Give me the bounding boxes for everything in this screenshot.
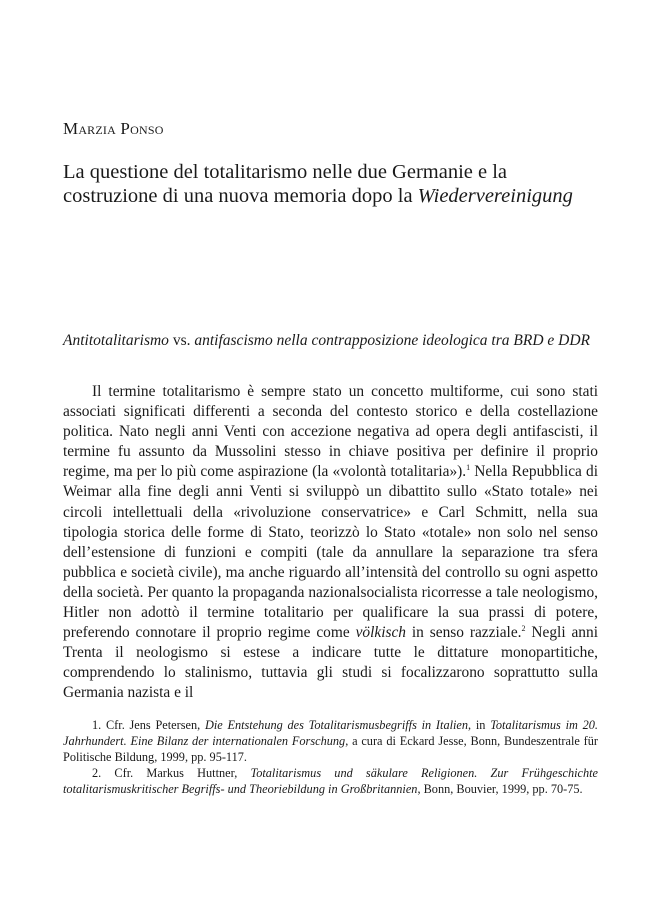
article-title-italic: Wiedervereinigung	[417, 185, 573, 207]
section-heading-roman: vs.	[168, 332, 195, 349]
footnote-1-italic-1: Die Entstehung des Totalitarismusbegriffs in Italien	[204, 718, 469, 732]
footnote-2	[63, 765, 598, 797]
author-name: Marzia Ponso	[63, 119, 164, 138]
footnote-1-italic-2: Totalitarismus im 20. Jahrhundert. Eine Bilanz der internationalen Forschung	[63, 718, 598, 749]
footnote-2-suffix: , Bonn, Bouvier, 1999, pp. 70-75.	[417, 782, 583, 797]
footnote-2-italic-1: Totalitarismus und säkulare Religionen. Zur Frühgeschichte totalitarismuskritischer Begriffs- und Theoriebildung in Großbritannien	[63, 766, 598, 797]
footnote-1-middle: , in	[468, 718, 491, 732]
footnote-1-prefix: 1. Cfr. Jens Petersen,	[92, 718, 205, 732]
body-text	[63, 382, 598, 704]
article-title	[63, 160, 603, 208]
footnote-1	[63, 717, 598, 765]
body-paragraph	[63, 382, 598, 704]
footnote-1-suffix: , a cura di Eckard Jesse, Bonn, Bundeszentrale für Politische Bildung, 1999, pp. 95-117.	[63, 734, 598, 765]
body-text-segment: Nella Repubblica di Weimar alla fine degli anni Venti si sviluppò un dibattito sullo «Stato totale» nei circoli intellettuali della «rivoluzione conservatrice» e Carl Schmitt, nella sua tipologia storica delle forme di Stato, teorizzò lo Stato «totale» non solo nel senso dell’estensione di funzioni e compiti (tale da annullare la separazione tra sfera pubblica e società civile), ma anche riguardo all’intensità del controllo su ogni aspetto della società. Per quanto la propaganda nazionalsocialista ricorresse a tale neologismo, Hitler non adottò il termine totalitario per qualificare la sua prassi di potere, preferendo connotare il proprio regime come	[63, 463, 598, 642]
body-text-segment: Il termine totalitarismo è sempre stato un concetto multiforme, cui sono stati associati significati differenti a seconda del contesto storico e della costellazione politica. Nato negli anni Venti con accezione negativa ad opera degli antifascisti, il termine fu assunto da Mussolini stesso in chiave positiva per definire il proprio regime, ma per lo più come aspirazione (la «volontà totalitaria»).	[63, 383, 598, 481]
section-heading-italic-2: antifascismo nella contrapposizione ideologica tra BRD e DDR	[194, 332, 590, 349]
section-heading-italic-1: Antitotalitarismo	[63, 332, 169, 349]
body-italic-term: völkisch	[355, 624, 406, 642]
body-text-segment: in senso razziale.	[406, 624, 522, 642]
section-heading	[63, 331, 603, 351]
footnote-2-prefix: 2. Cfr. Markus Huttner,	[92, 766, 251, 781]
footnotes	[63, 717, 598, 797]
footnote-ref-1: 1	[466, 463, 471, 473]
footnote-ref-2: 2	[521, 624, 526, 634]
article-title-text: La questione del totalitarismo nelle due Germanie e la costruzione di una nuova memoria dopo la	[63, 161, 508, 207]
body-text-segment: Negli anni Trenta il neologismo si estese a indicare tutte le dittature monopartitiche, comprendendo lo stalinismo, tuttavia gli studi si focalizzarono soprattutto sulla Germania nazista e il	[63, 624, 598, 702]
